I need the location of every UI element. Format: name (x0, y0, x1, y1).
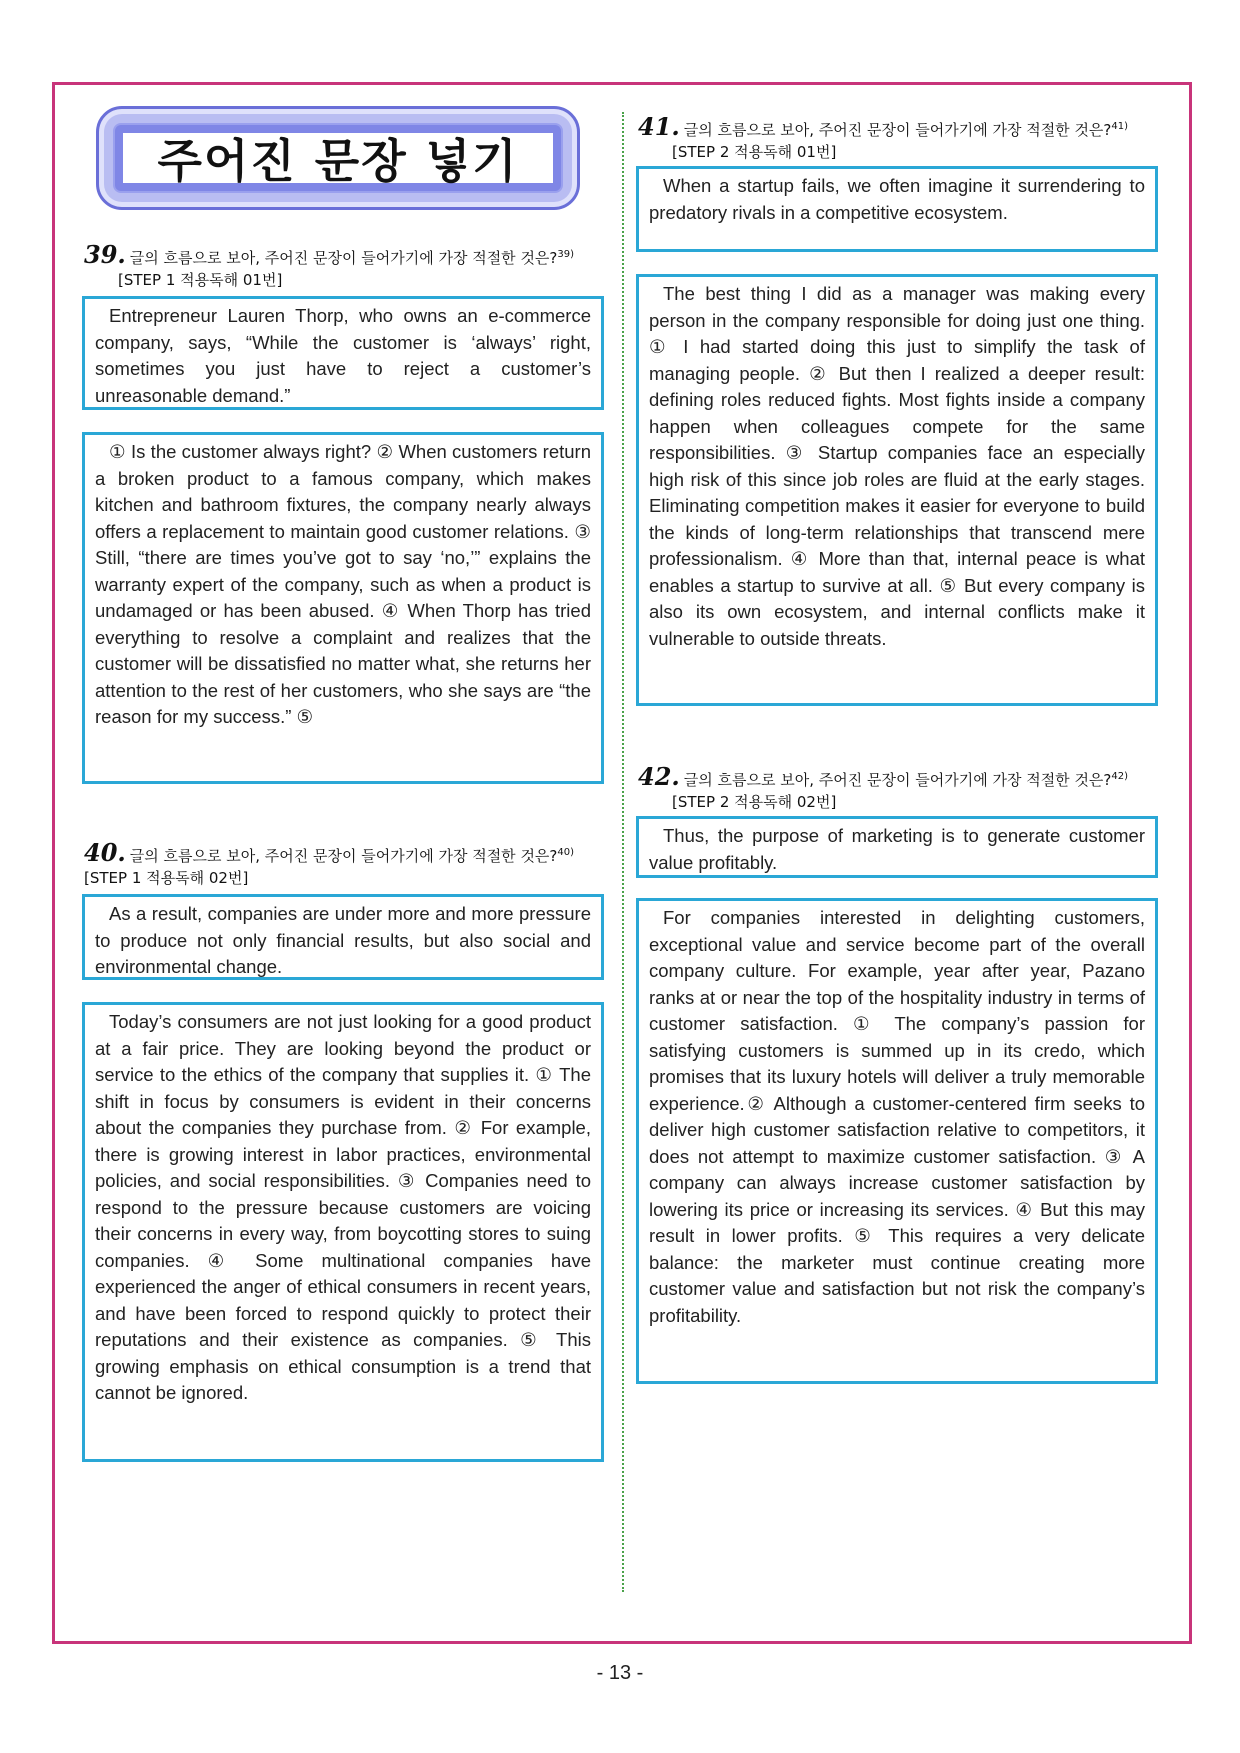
column-divider (622, 112, 624, 1592)
section-title-banner (96, 106, 580, 210)
question-40-passage (82, 1002, 604, 1462)
question-40-given-sentence (82, 894, 604, 980)
question-source: [STEP 1 적용독해 02번] (84, 869, 249, 887)
passage-text: The best thing I did as a manager was making every person in the company responsible for doing just one thing. ① I had started doing this just to simplify the task of managing people. ② But then I realized a deeper result: defining roles reduced fights. Most fights inside a company happen when colleagues compete for the same responsibilities. ③ Startup companies face an especially high risk of this since job roles are fluid at the early stages. Eliminating competition makes it easier for everyone to build the kinds of long-term relationships that transcend mere professionalism. ④ More than that, internal peace is what enables a startup to survive at all. ⑤ But every company is also its own ecosystem, and internal conflicts make it vulnerable to outside threats. (649, 283, 1145, 649)
question-42-header (638, 762, 1168, 813)
question-source: [STEP 2 적용독해 01번] (672, 143, 837, 161)
given-sentence-text: Entrepreneur Lauren Thorp, who owns an e-commerce company, says, “While the customer is ‘always’ right, sometimes you just have to reject a customer’s unreasonable demand.” (95, 305, 591, 406)
passage-text: For companies interested in delighting customers, exceptional value and service become part of the overall company culture. For example, year after year, Pazano ranks at or near the top of the hospitality industry in terms of customer satisfaction. ① The company’s passion for satisfying customers is summed up in its credo, which promises that its luxury hotels will deliver a truly memorable experience.② Although a customer-centered firm seeks to deliver high customer satisfaction relative to competitors, it does not attempt to maximize customer satisfaction. ③ A company can always increase customer satisfaction by lowering its price or increasing its services. ④ But this may result in lower profits. ⑤ This requires a very delicate balance: the marketer must continue creating more customer value and satisfaction but not risk the company’s profitability. (649, 907, 1145, 1326)
footnote-marker: 39) (557, 249, 575, 260)
footnote-marker: 41) (1111, 121, 1129, 132)
question-41-passage (636, 274, 1158, 706)
footnote-marker: 42) (1111, 771, 1129, 782)
question-39-passage (82, 432, 604, 784)
passage-text: ① Is the customer always right? ② When customers return a broken product to a famous company, which makes kitchen and bathroom fixtures, the company nearly always offers a replacement to maintain good customer relations. ③ Still, “there are times you’ve got to say ‘no,’” explains the warranty expert of the company, such as when a product is undamaged or has been abused. ④ When Thorp has tried everything to resolve a complaint and realizes that the customer will be dissatisfied no matter what, she returns her attention to the rest of her customers, who she says are “the reason for my success.” ⑤ (95, 441, 591, 727)
footnote-marker: 40) (557, 847, 575, 858)
passage-text: Today’s consumers are not just looking for a good product at a fair price. They are looking beyond the product or service to the ethics of the company that supplies it. ① The shift in focus by consumers is evident in their concerns about the companies they purchase from. ② For example, there is growing interest in labor practices, environmental policies, and social responsibilities. ③ Companies need to respond to the pressure because customers are voicing their concerns in every way, from boycotting stores to suing companies. ④ Some multinational companies have experienced the anger of ethical consumers in recent years, and have been forced to respond quickly to protect their reputations and their existence as companies. ⑤ This growing emphasis on ethical consumption is a trend that cannot be ignored. (95, 1011, 591, 1403)
question-number: 39. (84, 240, 126, 269)
question-number: 40. (84, 838, 126, 867)
question-prompt: 글의 흐름으로 보아, 주어진 문장이 들어가기에 가장 적절한 것은? (129, 249, 558, 267)
page-number: - 13 - (596, 1662, 644, 1684)
question-prompt: 글의 흐름으로 보아, 주어진 문장이 들어가기에 가장 적절한 것은? (683, 121, 1112, 139)
question-prompt: 글의 흐름으로 보아, 주어진 문장이 들어가기에 가장 적절한 것은? (129, 847, 558, 865)
title-inner-frame (113, 123, 563, 193)
question-39-header (84, 240, 604, 291)
question-source: [STEP 1 적용독해 01번] (118, 271, 283, 289)
question-41-given-sentence (636, 166, 1158, 252)
question-number: 41. (638, 112, 680, 141)
question-40-header (84, 838, 604, 889)
question-number: 42. (638, 762, 680, 791)
question-source: [STEP 2 적용독해 02번] (672, 793, 837, 811)
given-sentence-text: As a result, companies are under more and more pressure to produce not only financial results, but also social and environmental change. (95, 903, 591, 977)
question-39-given-sentence (82, 296, 604, 410)
question-42-passage (636, 898, 1158, 1384)
question-prompt: 글의 흐름으로 보아, 주어진 문장이 들어가기에 가장 적절한 것은? (683, 771, 1112, 789)
section-title: 주어진 문장 넣기 (123, 133, 553, 183)
question-42-given-sentence (636, 816, 1158, 878)
given-sentence-text: When a startup fails, we often imagine it surrendering to predatory rivals in a competitive ecosystem. (649, 175, 1145, 223)
given-sentence-text: Thus, the purpose of marketing is to generate customer value profitably. (649, 825, 1145, 873)
question-41-header (638, 112, 1168, 163)
